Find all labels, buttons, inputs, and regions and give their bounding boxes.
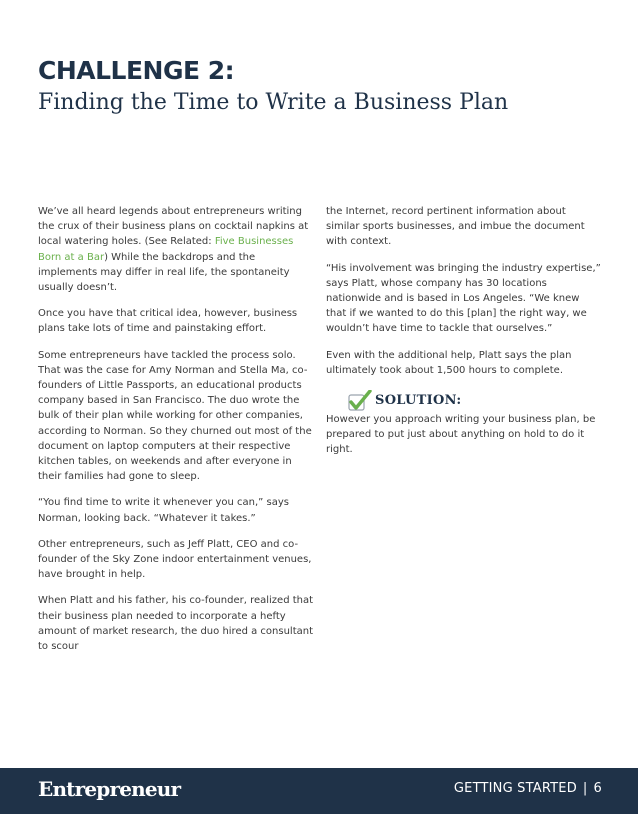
paragraph-text: ) While the backdrops and the implements may differ in real life, the spontaneity usually doesn’t.	[38, 251, 290, 294]
paragraph-critical-idea: Once you have that critical idea, however, business plans take lots of time and painstaking effort.	[38, 308, 298, 335]
page-heading	[38, 56, 508, 118]
checkmark-icon	[348, 390, 372, 412]
solution-header	[326, 390, 602, 412]
page-number: 6	[593, 781, 602, 796]
section-name: GETTING STARTED	[453, 781, 577, 796]
page-footer	[0, 768, 638, 814]
paragraph-text: We’ve all heard legends about entrepreneurs writing the crux of their business plans on cocktail napkins at local watering holes. (See Related:	[38, 206, 309, 248]
separator: |	[582, 781, 588, 796]
paragraph-other-entrepreneurs: Other entrepreneurs, such as Jeff Platt, CEO and co-founder of the Sky Zone indoor entertainment venues, have brought in help.	[38, 538, 312, 581]
paragraph-platt: When Platt and his father, his co-founder, realized that their business plan needed to incorporate a hefty amount of market research, the duo hired a consultant to scour	[38, 595, 314, 653]
challenge-subtitle: Finding the Time to Write a Business Plan	[38, 90, 509, 115]
paragraph-solo: Some entrepreneurs have tackled the process solo. That was the case for Amy Norman and Stella Ma, co-founders of Little Passports, an educational products company based in San Francisco. The duo wrote the bulk of their plan while working for other companies, according to Norman. So they churned out most of the document on laptop computers at their respective kitchen tables, on weekends and after everyone in their families had gone to sleep.	[38, 349, 312, 483]
paragraph-legends	[38, 204, 316, 295]
brand-logo: Entrepreneur	[38, 777, 181, 801]
right-column	[326, 204, 602, 469]
paragraph-internet: the Internet, record pertinent information about similar sports businesses, and imbue the document with context.	[326, 206, 585, 248]
paragraph-hours: Even with the additional help, Platt says the plan ultimately took about 1,500 hours to complete.	[326, 349, 572, 376]
solution-label: SOLUTION:	[375, 393, 462, 409]
related-link[interactable]: Five Businesses Born at a Bar	[38, 236, 294, 263]
left-column	[38, 204, 316, 665]
paragraph-quote-platt: “His involvement was bringing the industry expertise,” says Platt, whose company has 30 locations nationwide and is based in Los Angeles. “We knew that if we wanted to do this [plan] the right way, we wouldn’t have time to tackle that ourselves.”	[326, 262, 601, 335]
footer-section	[454, 781, 602, 796]
paragraph-quote-norman: “You find time to write it whenever you can,” says Norman, looking back. “Whatever it takes.”	[38, 497, 289, 524]
solution-text: However you approach writing your business plan, be prepared to put just about anything on hold to do it right.	[326, 414, 596, 456]
challenge-title: CHALLENGE 2:	[38, 56, 235, 85]
